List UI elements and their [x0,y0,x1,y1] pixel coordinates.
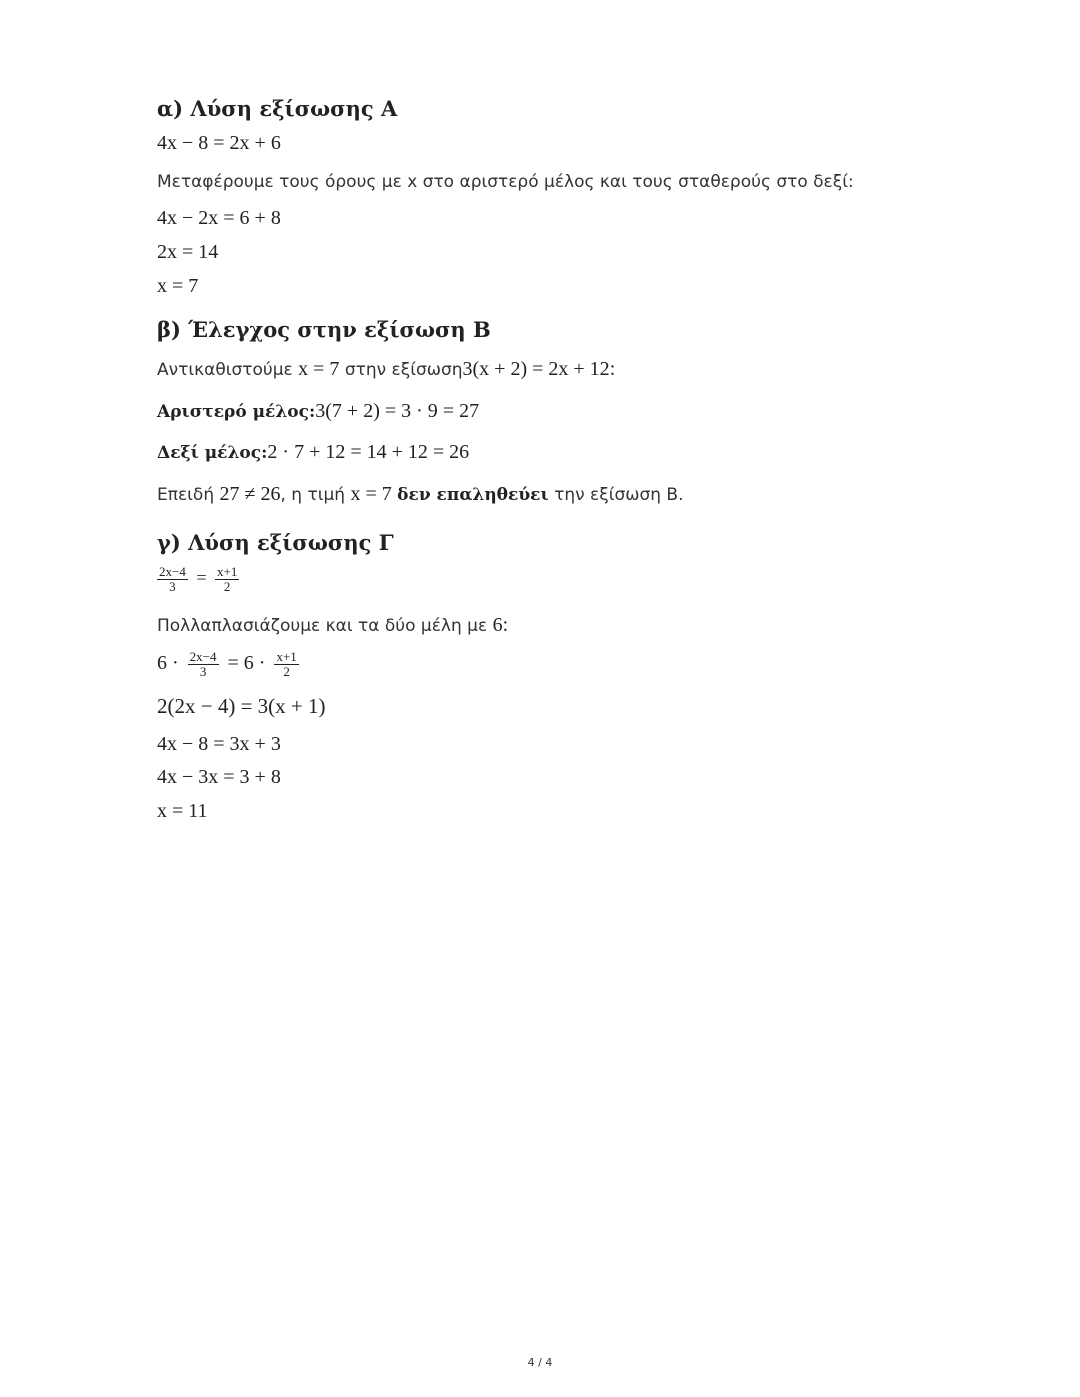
section-b-intro-prefix: Αντικαθιστούμε [157,360,293,380]
section-c-mult-fraction-right [274,651,298,678]
section-b-title: β) Έλεγχος στην εξίσωση Β [157,317,491,342]
section-b-intro-value: x = 7 [298,358,340,380]
section-b-conclusion-value: x = 7 [350,483,392,505]
fraction-denominator: 2 [283,664,290,679]
section-c-fraction-right [215,566,239,593]
section-a-step-1: 4x − 2x = 6 + 8 [157,207,281,229]
section-a-instruction: Μεταφέρουμε τους όρους με x στο αριστερό μέλος και τους σταθερούς στο δεξί: [157,172,854,192]
fraction-numerator: 2x−4 [189,649,217,664]
section-b-conclusion-inequality: 27 ≠ 26 [219,483,281,505]
section-c-fraction-left [157,566,188,593]
section-c-step-3: 4x − 3x = 3 + 8 [157,766,281,788]
section-c-multiplication [157,651,303,678]
section-c-step-2: 4x − 8 = 3x + 3 [157,733,281,755]
section-c-mult-left: 6 · [157,652,179,675]
section-b-intro-equation: 3(x + 2) = 2x + 12 [462,358,610,380]
section-a-step-3: x = 7 [157,275,199,297]
section-b-conclusion-bold: δεν επαληθεύει [397,485,549,505]
fraction-numerator: x+1 [276,649,297,664]
section-b-conclusion-prefix: Επειδή [157,485,215,505]
section-a-equation: 4x − 8 = 2x + 6 [157,132,281,154]
page-number: 4 / 4 [527,1356,553,1369]
section-b-conclusion-suffix: την εξίσωση Β. [554,485,684,505]
section-c-equation [157,566,243,593]
fraction-denominator: 3 [199,664,207,679]
section-c-mult-fraction-left [188,651,219,678]
fraction-denominator: 3 [169,579,176,594]
section-b-intro-middle: στην εξίσωση [344,360,463,380]
section-c-instruction-value: 6 [492,614,503,636]
section-b-left-label: Αριστερό μέλος: [157,402,316,422]
fraction-numerator: x+1 [217,564,238,579]
fraction-numerator: 2x−4 [159,564,186,579]
section-a-title: α) Λύση εξίσωσης Α [157,96,398,121]
section-b-right-label: Δεξί μέλος: [157,443,268,463]
section-b-left-member [157,400,479,423]
section-b-intro [157,358,615,381]
section-c-equals: = [196,567,207,588]
section-c-step-1: 2(2x − 4) = 3(x + 1) [157,694,326,718]
section-b-conclusion [157,483,683,506]
section-b-right-member [157,441,469,464]
section-b-conclusion-middle: , η τιμή [280,485,346,505]
section-a-step-2: 2x = 14 [157,241,219,263]
section-b-left-calc: 3(7 + 2) = 3 · 9 = 27 [315,400,480,422]
section-b-right-calc: 2 · 7 + 12 = 14 + 12 = 26 [267,441,470,463]
section-b-intro-suffix: : [609,358,616,380]
section-c-instruction [157,614,508,637]
fraction-denominator: 2 [223,579,231,594]
section-c-instruction-prefix: Πολλαπλασιάζουμε και τα δύο μέλη με [157,616,488,636]
section-c-step-4: x = 11 [157,800,208,822]
section-c-title: γ) Λύση εξίσωσης Γ [157,530,394,555]
section-c-instruction-suffix: : [502,614,509,636]
section-c-mult-mid: = 6 · [227,652,266,675]
